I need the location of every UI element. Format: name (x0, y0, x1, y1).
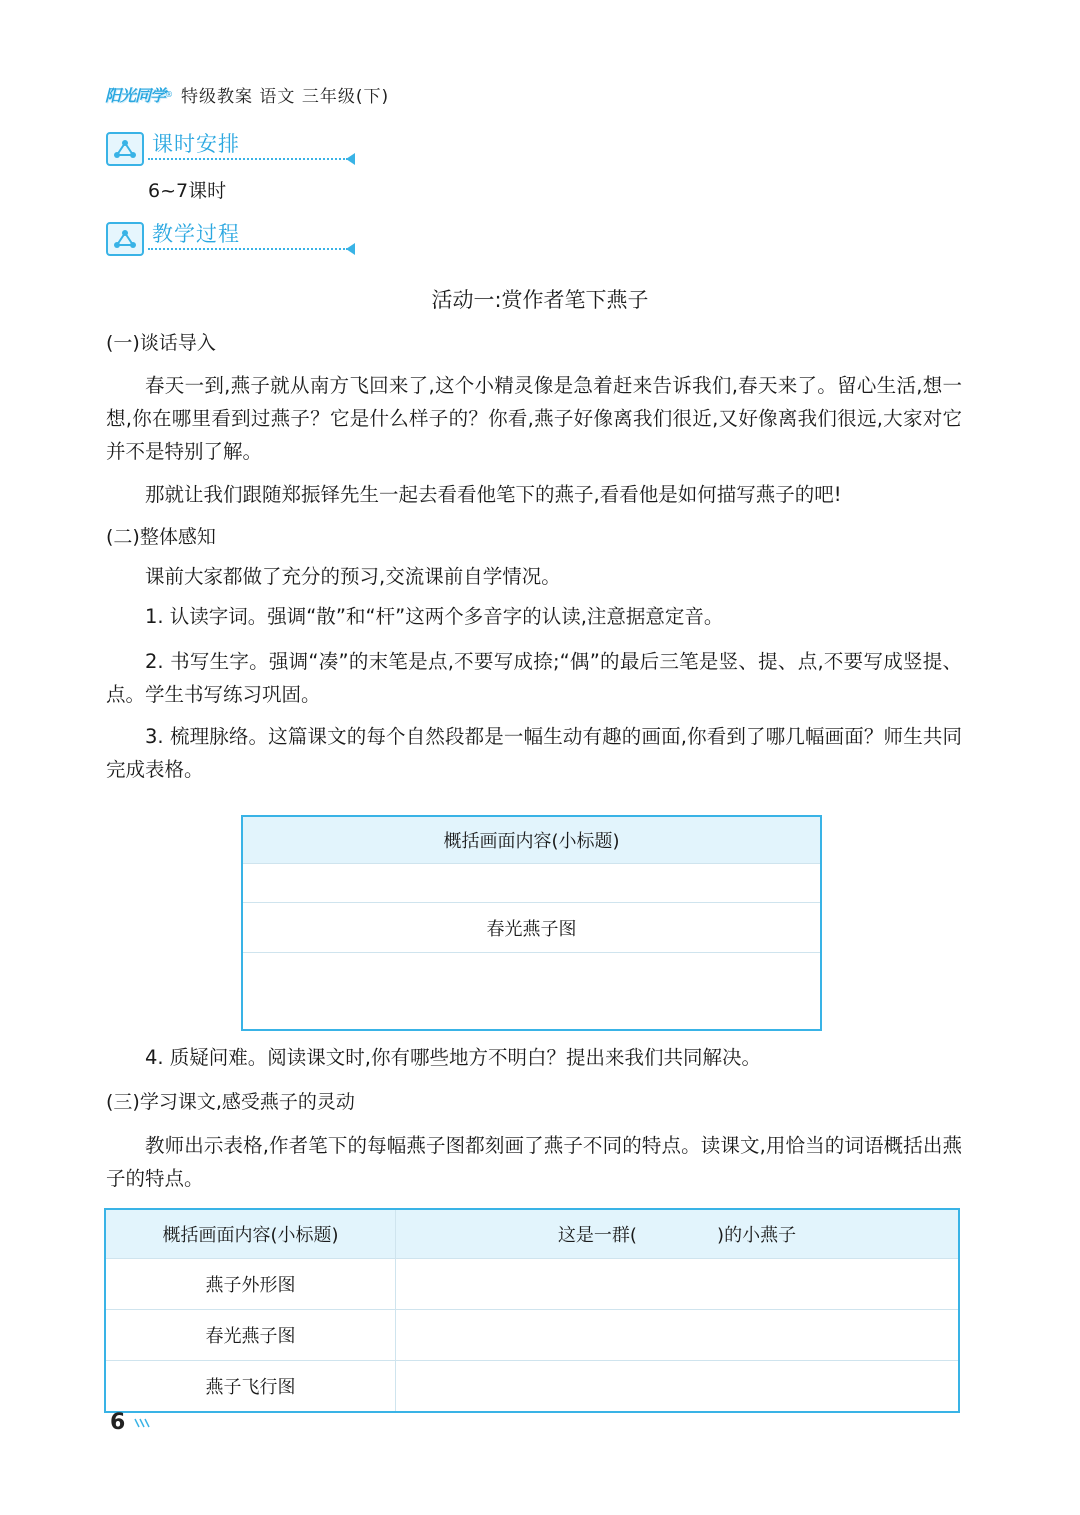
page-header (105, 80, 389, 108)
summary-table (241, 815, 822, 1031)
part2-heading: (二)整体感知 (106, 526, 216, 548)
table-row (105, 1310, 959, 1361)
stripes-icon (133, 1410, 153, 1435)
section-underline (148, 158, 348, 160)
table-header-row (105, 1209, 959, 1259)
table-row (105, 1259, 959, 1310)
section-teaching-process (106, 218, 240, 256)
table-cell: 春光燕子图 (105, 1310, 396, 1361)
part1-paragraph-1: 春天一到,燕子就从南方飞回来了,这个小精灵像是急着赶来告诉我们,春天来了。留心生活,想一想,你在哪里看到过燕子？它是什么样子的？你看,燕子好像离我们很近,又好像离我们很远,大家对它并不是特别了解。 (106, 374, 962, 463)
part3-paragraph-1: 教师出示表格,作者笔下的每幅燕子图都刻画了燕子不同的特点。读课文,用恰当的词语概括出燕子的特点。 (106, 1134, 962, 1190)
table-cell (242, 953, 821, 992)
table-row (105, 1361, 959, 1413)
table-row (242, 903, 821, 953)
section-arrow (346, 153, 355, 165)
table-row (242, 991, 821, 1030)
section-arrow (346, 243, 355, 255)
section-lesson-schedule (106, 128, 240, 166)
section-title: 课时安排 (152, 132, 240, 156)
network-icon (106, 132, 144, 166)
page-number-text: 6 (110, 1410, 126, 1435)
part2-paragraph-1: 课前大家都做了充分的预习,交流课前自学情况。 (145, 565, 561, 588)
table-cell (396, 1310, 960, 1361)
part1-paragraph-2: 那就让我们跟随郑振铎先生一起去看看他笔下的燕子,看看他是如何描写燕子的吧! (145, 483, 842, 506)
table-cell (242, 991, 821, 1030)
lesson-count: 6~7课时 (148, 180, 227, 202)
part2-item-4: 4. 质疑问难。阅读课文时,你有哪些地方不明白？提出来我们共同解决。 (145, 1046, 762, 1069)
part2-item-1: 1. 认读字词。强调“散”和“杆”这两个多音字的认读,注意据意定音。 (145, 605, 724, 628)
registered-mark: ® (165, 89, 174, 99)
table-cell: 燕子飞行图 (105, 1361, 396, 1413)
section-underline (148, 248, 348, 250)
part3-heading: (三)学习课文,感受燕子的灵动 (106, 1091, 355, 1113)
table-header-row (242, 816, 821, 864)
feature-table (104, 1208, 960, 1413)
header-text: 特级教案 语文 三年级(下) (181, 86, 390, 107)
table-row (242, 864, 821, 903)
table-header-cell: 概括画面内容(小标题) (105, 1209, 396, 1259)
table-header-cell: 概括画面内容(小标题) (242, 816, 821, 864)
part1-heading: (一)谈话导入 (106, 332, 216, 354)
part2-item-2: 2. 书写生字。强调“凑”的末笔是点,不要写成捺;“偶”的最后三笔是竖、提、点,不要写成竖提、点。学生书写练习巩固。 (106, 650, 962, 706)
table-cell: 燕子外形图 (105, 1259, 396, 1310)
network-icon (106, 222, 144, 256)
activity-title: 活动一:赏作者笔下燕子 (431, 288, 649, 312)
table-cell (396, 1259, 960, 1310)
table-cell (396, 1361, 960, 1413)
part2-item-3: 3. 梳理脉络。这篇课文的每个自然段都是一幅生动有趣的画面,你看到了哪几幅画面？师生共同完成表格。 (106, 725, 962, 781)
brand-logo: 阳光同学 (105, 85, 166, 105)
section-title: 教学过程 (152, 222, 240, 246)
table-row (242, 953, 821, 992)
table-cell: 春光燕子图 (242, 903, 821, 953)
page-number (110, 1410, 153, 1435)
table-header-cell: 这是一群( )的小燕子 (396, 1209, 960, 1259)
table-cell (242, 864, 821, 903)
